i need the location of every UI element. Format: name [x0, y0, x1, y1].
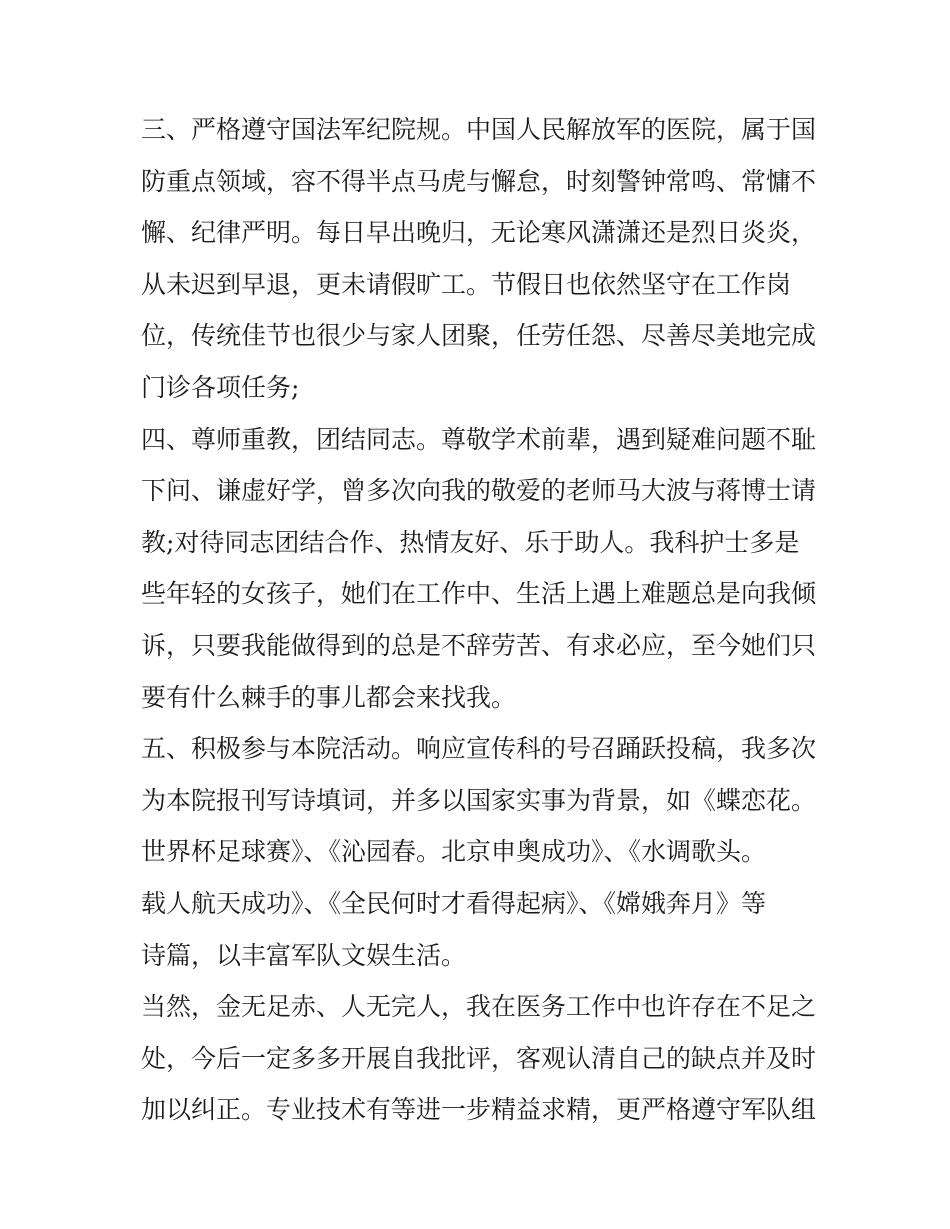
- text-line: 载人航天成功》、《全民何时才看得起病》、《嫦娥奔月》等: [141, 888, 767, 918]
- paragraph-discipline: [141, 104, 817, 414]
- text-line: 五、积极参与本院活动。响应宣传科的号召踊跃投稿，我多次: [141, 734, 817, 764]
- paragraph-respect-teachers: [141, 414, 817, 724]
- text-line: 防重点领域，容不得半点马虎与懈怠，时刻警钟常鸣、常慵不: [141, 166, 817, 196]
- text-line: 世界杯足球赛》、《沁园春。北京申奥成功》、《水调歌头。: [141, 837, 767, 867]
- text-line: 当然，金无足赤、人无完人，我在医务工作中也许存在不足之: [141, 992, 817, 1022]
- text-line: 四、尊师重教，团结同志。尊敬学术前辈，遇到疑难问题不耻: [141, 424, 817, 454]
- text-line: 为本院报刊写诗填词，并多以国家实事为背景，如《蝶恋花。: [141, 785, 817, 815]
- text-line: 下问、谦虚好学，曾多次向我的敬爱的老师马大波与蒋博士请: [141, 476, 817, 506]
- text-line: 门诊各项任务;: [141, 372, 300, 402]
- text-line: 从未迟到早退，更未请假旷工。节假日也依然坚守在工作岗: [141, 269, 792, 299]
- text-line: 位，传统佳节也很少与家人团聚，任劳任怨、尽善尽美地完成: [141, 321, 817, 351]
- text-line: 诗篇，以丰富军队文娱生活。: [141, 940, 467, 970]
- paragraph-self-criticism: [141, 981, 817, 1136]
- text-line: 些年轻的女孩子，她们在工作中、生活上遇上难题总是向我倾: [141, 579, 817, 609]
- paragraph-hospital-activities: [141, 723, 817, 981]
- text-line: 懈、纪律严明。每日早出晚归，无论寒风潇潇还是烈日炎炎，: [141, 218, 817, 248]
- text-line: 三、严格遵守国法军纪院规。中国人民解放军的医院，属于国: [141, 115, 817, 144]
- text-line: 处，今后一定多多开展自我批评，客观认清自己的缺点并及时: [141, 1043, 817, 1073]
- text-line: 加以纠正。专业技术有等进一步精益求精，更严格遵守军队组: [141, 1095, 817, 1125]
- text-line: 诉，只要我能做得到的总是不辞劳苦、有求必应，至今她们只: [141, 630, 817, 660]
- document-body: [141, 104, 817, 1136]
- text-line: 教;对待同志团结合作、热情友好、乐于助人。我科护士多是: [141, 527, 800, 557]
- text-line: 要有什么棘手的事儿都会来找我。: [141, 682, 517, 712]
